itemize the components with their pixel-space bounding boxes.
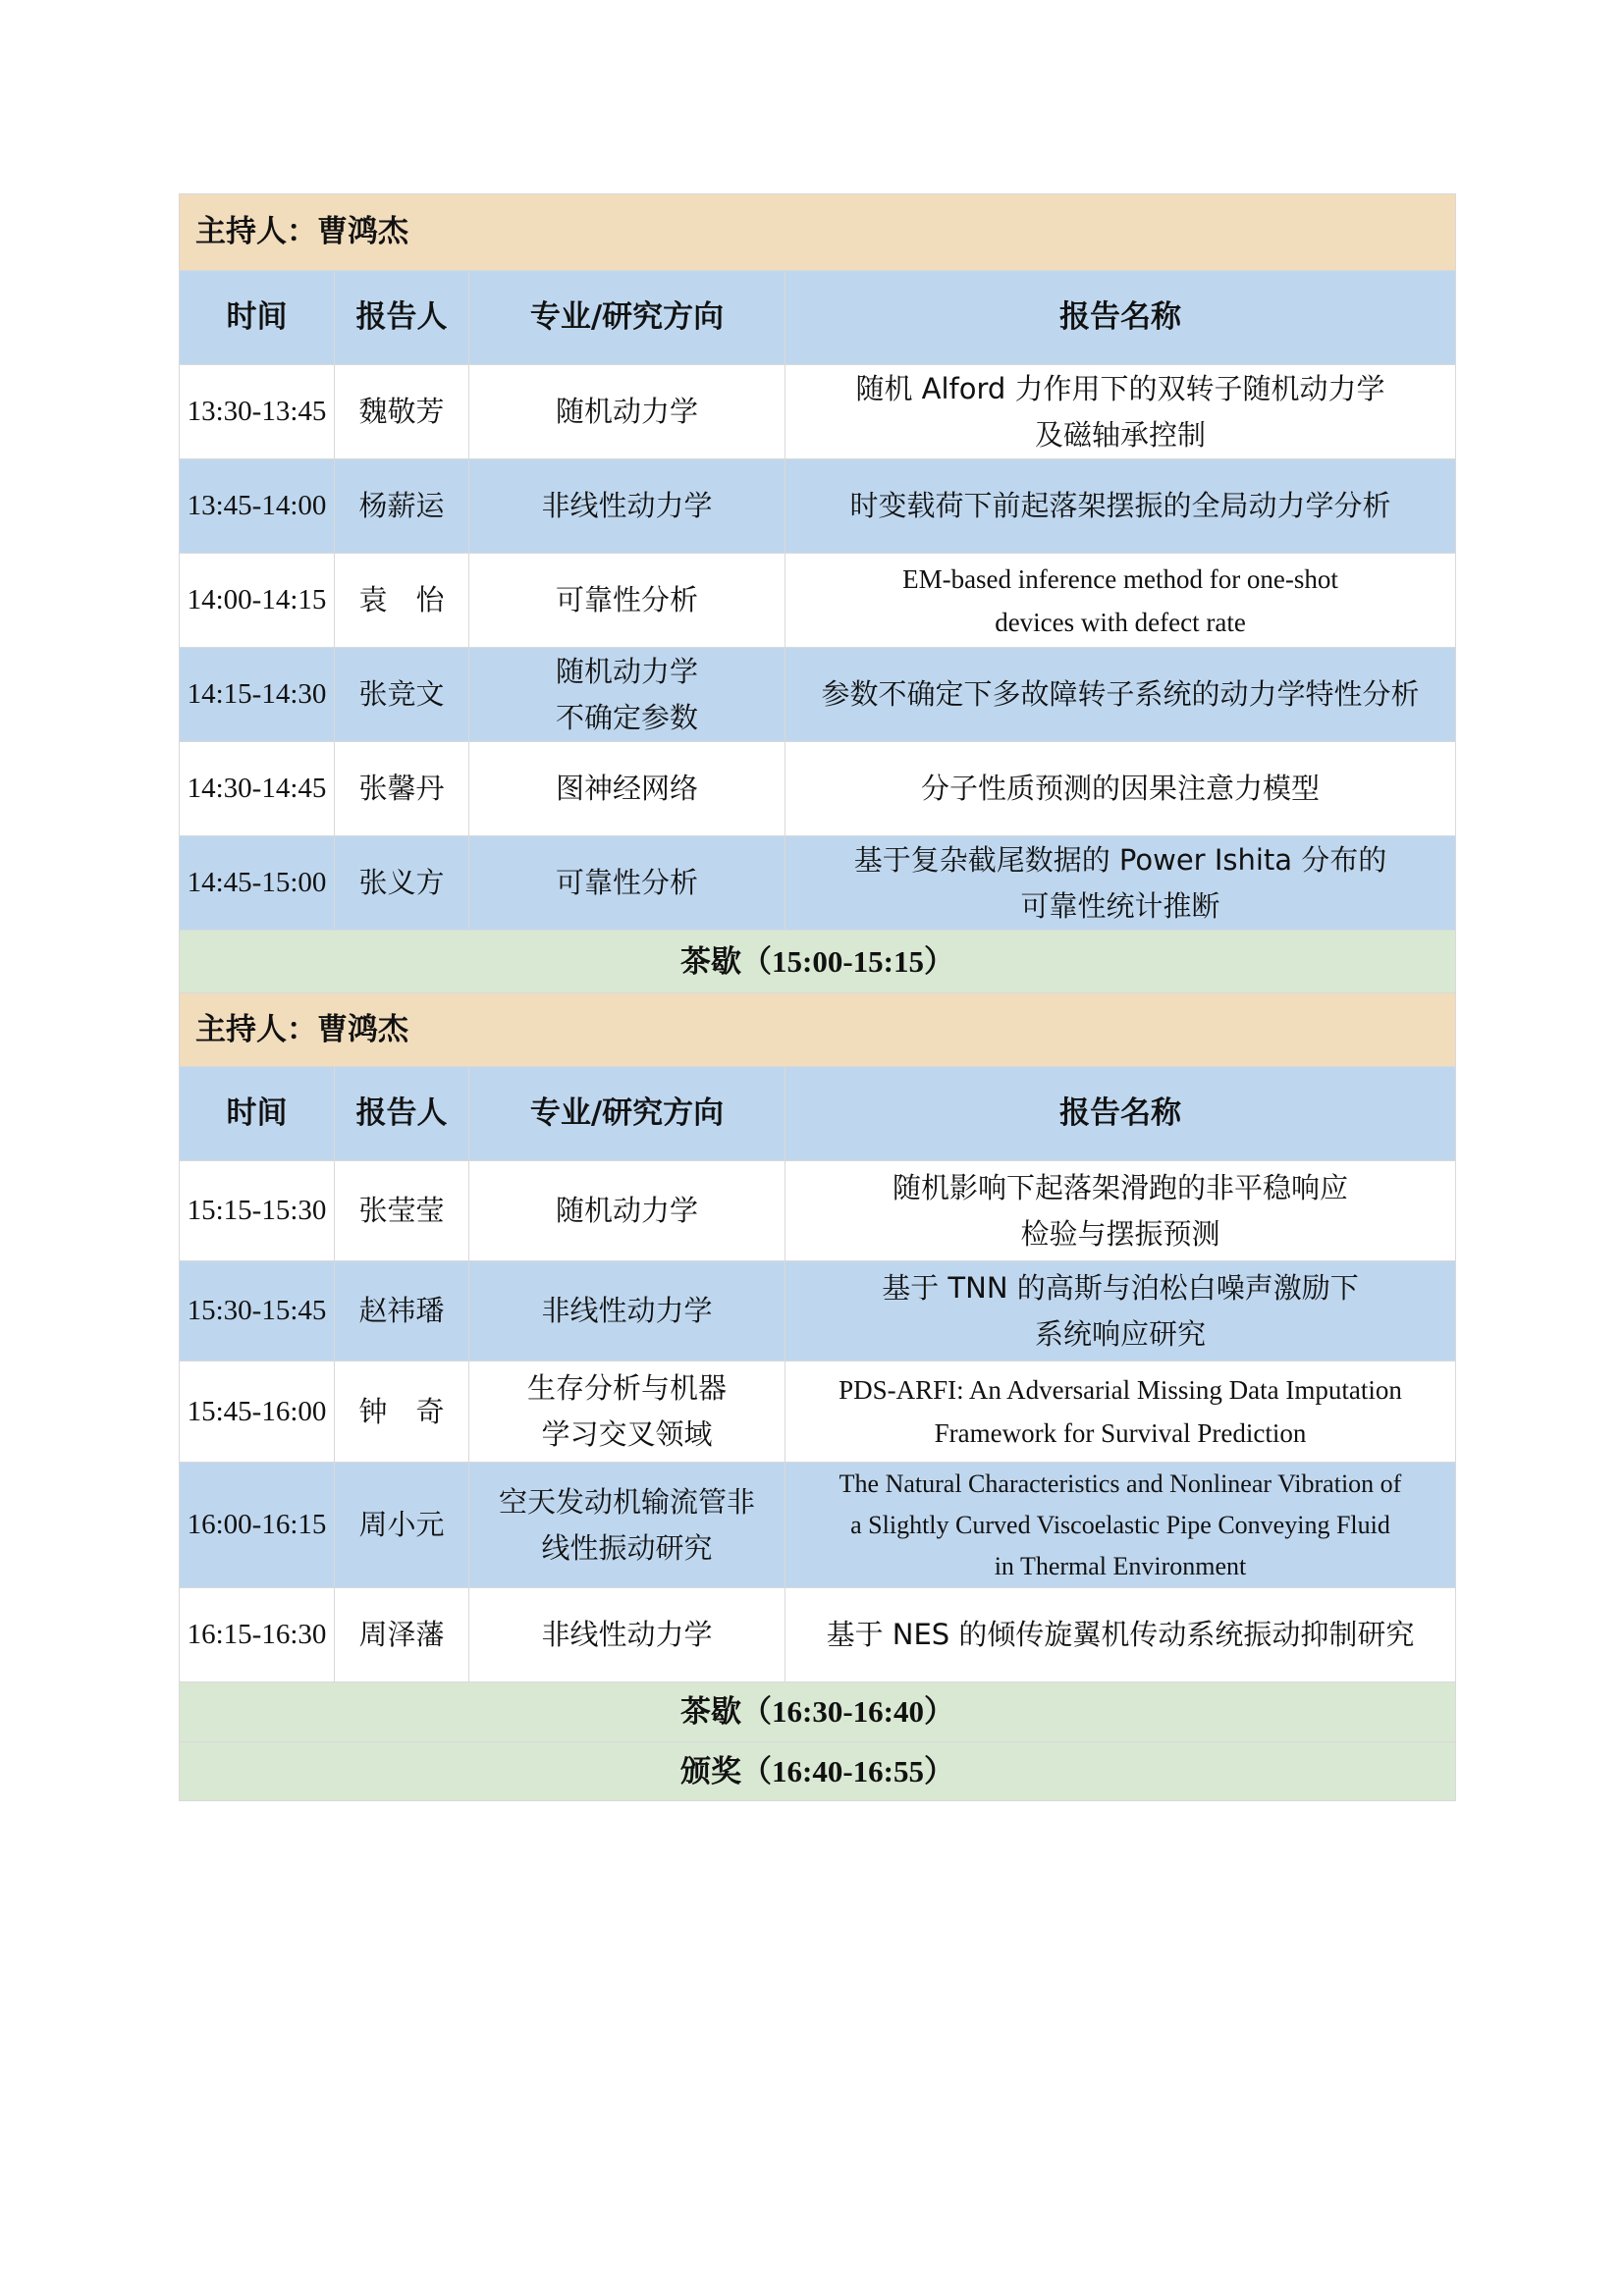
tea-break-row	[180, 931, 1456, 993]
field-line: 不确定参数	[555, 700, 698, 734]
row-title	[785, 554, 1456, 648]
title-line: PDS-ARFI: An Adversarial Missing Data Imputation	[839, 1375, 1402, 1405]
row-speaker: 杨薪运	[335, 459, 469, 554]
table-row	[180, 1161, 1456, 1261]
title-line: devices with defect rate	[995, 607, 1246, 637]
row-time: 16:15-16:30	[180, 1588, 335, 1682]
row-time: 14:45-15:00	[180, 836, 335, 931]
header-row	[180, 271, 1456, 365]
row-field: 图神经网络	[469, 742, 785, 836]
header-field: 专业/研究方向	[469, 271, 785, 365]
row-speaker: 魏敬芳	[335, 365, 469, 459]
row-time: 13:45-14:00	[180, 459, 335, 554]
header-title: 报告名称	[785, 271, 1456, 365]
row-field: 非线性动力学	[469, 1261, 785, 1362]
break-label: 茶歇	[680, 943, 741, 980]
table-row	[180, 836, 1456, 931]
row-speaker: 袁 怡	[335, 554, 469, 648]
title-line: 可靠性统计推断	[1020, 888, 1220, 923]
title-line: 检验与摆振预测	[1020, 1216, 1220, 1251]
table-row	[180, 1362, 1456, 1463]
title-line: 随机影响下起落架滑跑的非平稳响应	[892, 1170, 1348, 1204]
row-title	[785, 836, 1456, 931]
host-label: 主持人：曹鸿杰	[180, 194, 1456, 271]
field-line: 随机动力学	[555, 654, 698, 688]
award-row	[180, 1742, 1456, 1801]
row-title	[785, 1161, 1456, 1261]
row-time: 13:30-13:45	[180, 365, 335, 459]
field-line: 空天发动机输流管非	[498, 1484, 755, 1519]
row-title	[785, 365, 1456, 459]
row-speaker: 钟 奇	[335, 1362, 469, 1463]
table-row	[180, 742, 1456, 836]
session1-host-row	[180, 194, 1456, 271]
row-speaker: 张竞文	[335, 648, 469, 742]
title-line: a Slightly Curved Viscoelastic Pipe Conveying Fluid	[850, 1510, 1390, 1539]
title-line: 系统响应研究	[1034, 1316, 1206, 1351]
field-line: 生存分析与机器	[526, 1371, 727, 1405]
table-row	[180, 459, 1456, 554]
row-time: 15:30-15:45	[180, 1261, 335, 1362]
award-time: （16:40-16:55）	[741, 1753, 954, 1789]
row-time: 15:45-16:00	[180, 1362, 335, 1463]
header-time: 时间	[180, 271, 335, 365]
row-time: 14:30-14:45	[180, 742, 335, 836]
row-title	[785, 1261, 1456, 1362]
row-time: 14:00-14:15	[180, 554, 335, 648]
row-title: 分子性质预测的因果注意力模型	[785, 742, 1456, 836]
row-time: 14:15-14:30	[180, 648, 335, 742]
table-row	[180, 1463, 1456, 1588]
header-time: 时间	[180, 1067, 335, 1161]
title-line: 及磁轴承控制	[1034, 417, 1206, 452]
row-time: 15:15-15:30	[180, 1161, 335, 1261]
row-title: 基于 NES 的倾传旋翼机传动系统振动抑制研究	[785, 1588, 1456, 1682]
row-title	[785, 1463, 1456, 1588]
title-line: The Natural Characteristics and Nonlinear Vibration of	[839, 1468, 1402, 1498]
schedule-table	[179, 193, 1456, 1801]
row-field: 非线性动力学	[469, 1588, 785, 1682]
row-field: 可靠性分析	[469, 554, 785, 648]
tea-break-cell	[180, 1682, 1456, 1742]
title-line: 随机 Alford 力作用下的双转子随机动力学	[855, 371, 1385, 405]
row-field: 随机动力学	[469, 365, 785, 459]
row-speaker: 张义方	[335, 836, 469, 931]
title-line: 基于 TNN 的高斯与泊松白噪声激励下	[882, 1270, 1359, 1305]
title-line: EM-based inference method for one-shot	[902, 563, 1338, 594]
table-row	[180, 648, 1456, 742]
table-row	[180, 1261, 1456, 1362]
tea-break-row	[180, 1682, 1456, 1742]
row-title: 参数不确定下多故障转子系统的动力学特性分析	[785, 648, 1456, 742]
break-time: （15:00-15:15）	[741, 943, 954, 979]
table-row	[180, 554, 1456, 648]
session2-host-row	[180, 993, 1456, 1067]
award-cell	[180, 1742, 1456, 1801]
title-line: 基于复杂截尾数据的 Power Ishita 分布的	[853, 842, 1387, 877]
row-field: 可靠性分析	[469, 836, 785, 931]
row-field	[469, 1362, 785, 1463]
row-speaker: 张莹莹	[335, 1161, 469, 1261]
tea-break-cell	[180, 931, 1456, 993]
row-field: 非线性动力学	[469, 459, 785, 554]
field-line: 线性振动研究	[541, 1530, 713, 1565]
row-time: 16:00-16:15	[180, 1463, 335, 1588]
break-time: （16:30-16:40）	[741, 1694, 954, 1729]
host-label: 主持人：曹鸿杰	[180, 993, 1456, 1067]
header-row	[180, 1067, 1456, 1161]
table-row	[180, 365, 1456, 459]
header-title: 报告名称	[785, 1067, 1456, 1161]
row-field	[469, 1463, 785, 1588]
award-label: 颁奖	[680, 1753, 741, 1789]
field-line: 学习交叉领域	[541, 1417, 713, 1451]
row-speaker: 周小元	[335, 1463, 469, 1588]
header-speaker: 报告人	[335, 1067, 469, 1161]
row-field	[469, 648, 785, 742]
header-speaker: 报告人	[335, 271, 469, 365]
title-line: in Thermal Environment	[994, 1551, 1247, 1580]
table-row	[180, 1588, 1456, 1682]
row-field: 随机动力学	[469, 1161, 785, 1261]
row-title: 时变载荷下前起落架摆振的全局动力学分析	[785, 459, 1456, 554]
header-field: 专业/研究方向	[469, 1067, 785, 1161]
row-speaker: 赵祎璠	[335, 1261, 469, 1362]
row-title	[785, 1362, 1456, 1463]
row-speaker: 周泽藩	[335, 1588, 469, 1682]
break-label: 茶歇	[680, 1694, 741, 1730]
title-line: Framework for Survival Prediction	[934, 1418, 1307, 1448]
row-speaker: 张馨丹	[335, 742, 469, 836]
